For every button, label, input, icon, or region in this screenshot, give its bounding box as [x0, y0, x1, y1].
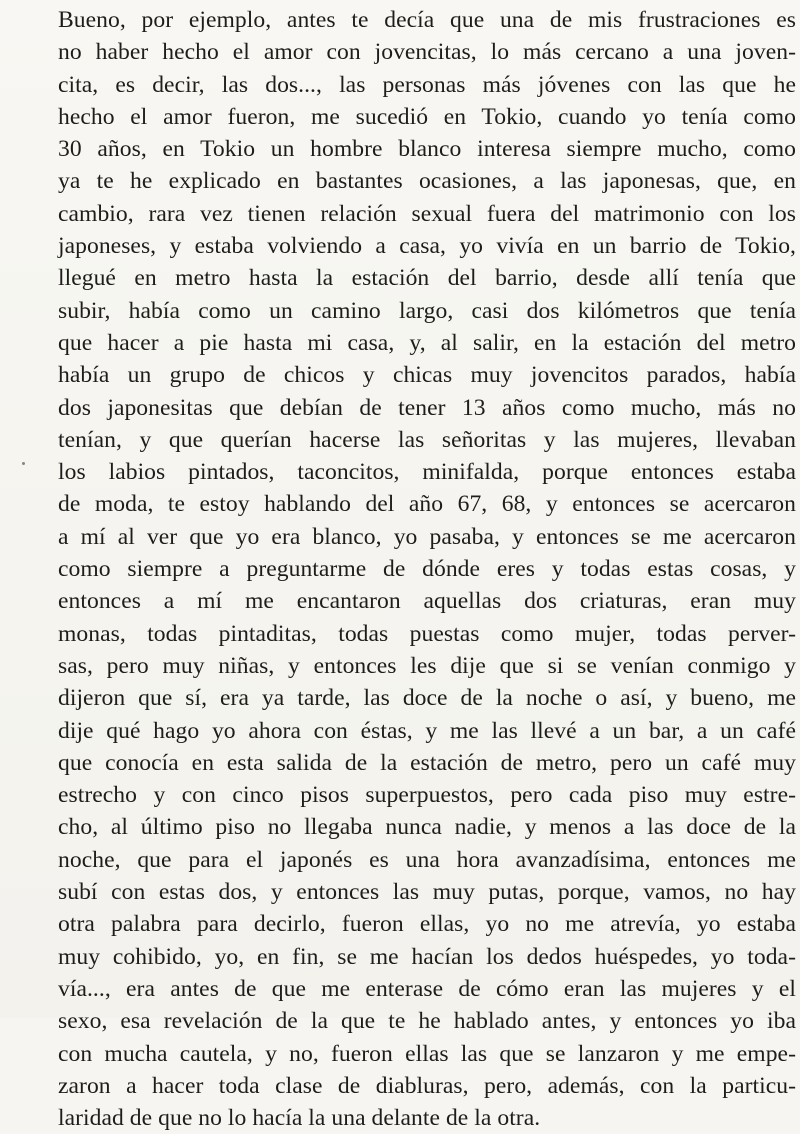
text-line: cho, al último piso no llegaba nunca nadie, y menos a las doce de la: [58, 814, 796, 841]
text-line: que conocía en esta salida de la estación de metro, pero un café muy: [58, 749, 796, 776]
text-line: cambio, rara vez tienen relación sexual fuera del matrimonio con los: [58, 200, 796, 227]
text-line: como siempre a preguntarme de dónde eres y todas estas cosas, y: [58, 556, 796, 583]
text-line: los labios pintados, taconcitos, minifalda, porque entonces estaba: [58, 459, 796, 486]
text-line: cita, es decir, las dos..., las personas más jóvenes con las que he: [58, 71, 796, 98]
text-line: con mucha cautela, y no, fueron ellas las que se lanzaron y me empe-: [58, 1040, 796, 1067]
text-line: muy cohibido, yo, en fin, se me hacían los dedos huéspedes, yo toda-: [58, 943, 796, 970]
text-line: noche, que para el japonés es una hora avanzadísima, entonces me: [58, 846, 796, 873]
text-line: dije qué hago yo ahora con éstas, y me las llevé a un bar, a un café: [58, 717, 796, 744]
text-line: dijeron que sí, era ya tarde, las doce de la noche o así, y bueno, me: [58, 685, 796, 712]
text-line: 30 años, en Tokio un hombre blanco interesa siempre mucho, como: [58, 136, 796, 163]
text-line: dos japonesitas que debían de tener 13 años como mucho, más no: [58, 394, 796, 421]
text-line: había un grupo de chicos y chicas muy jovencitos parados, había: [58, 362, 796, 389]
text-line: subí con estas dos, y entonces las muy putas, porque, vamos, no hay: [58, 879, 796, 906]
text-line: sexo, esa revelación de la que te he hablado antes, y entonces yo iba: [58, 1008, 796, 1035]
body-text: [58, 4, 796, 1134]
text-line: de moda, te estoy hablando del año 67, 68, y entonces se acercaron: [58, 491, 796, 518]
text-line: japoneses, y estaba volviendo a casa, yo vivía en un barrio de Tokio,: [58, 233, 796, 260]
text-line: tenían, y que querían hacerse las señoritas y las mujeres, llevaban: [58, 426, 796, 453]
ink-speck: [22, 462, 25, 465]
text-line: zaron a hacer toda clase de diabluras, pero, además, con la particu-: [58, 1072, 796, 1099]
text-line: entonces a mí me encantaron aquellas dos criaturas, eran muy: [58, 588, 796, 615]
text-line: otra palabra para decirlo, fueron ellas, yo no me atrevía, yo estaba: [58, 911, 796, 938]
text-line: Bueno, por ejemplo, antes te decía que una de mis frustraciones es: [58, 7, 796, 33]
text-line-last: laridad de que no lo hacía la una delante de la otra.: [58, 1105, 541, 1132]
text-line: hecho el amor fueron, me sucedió en Tokio, cuando yo tenía como: [58, 103, 796, 130]
text-line: sas, pero muy niñas, y entonces les dije que si se venían conmigo y: [58, 652, 796, 679]
text-line: estrecho y con cinco pisos superpuestos, pero cada piso muy estre-: [58, 782, 796, 809]
text-line: vía..., era antes de que me enterase de cómo eran las mujeres y el: [58, 975, 796, 1002]
text-line: ya te he explicado en bastantes ocasiones, a las japonesas, que, en: [58, 168, 796, 195]
text-line: monas, todas pintaditas, todas puestas como mujer, todas perver-: [58, 620, 796, 647]
text-line: a mí al ver que yo era blanco, yo pasaba, y entonces se me acercaron: [58, 523, 796, 550]
text-line: llegué en metro hasta la estación del barrio, desde allí tenía que: [58, 265, 796, 292]
text-line: subir, había como un camino largo, casi dos kilómetros que tenía: [58, 297, 796, 324]
text-line: no haber hecho el amor con jovencitas, lo más cercano a una joven-: [58, 39, 796, 66]
text-line: que hacer a pie hasta mi casa, y, al salir, en la estación del metro: [58, 329, 796, 356]
